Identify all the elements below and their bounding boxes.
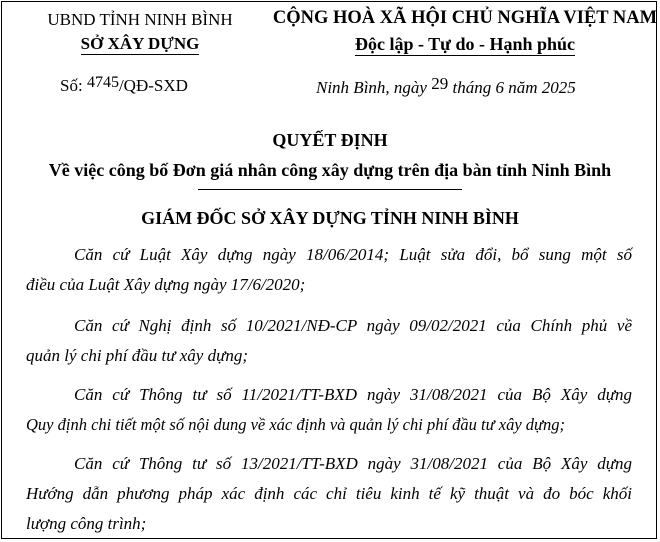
place-date-suffix: tháng 6 năm 2025: [452, 78, 576, 97]
place-date-prefix: Ninh Bình, ngày: [316, 78, 427, 97]
legal-basis-3: [26, 380, 632, 440]
document-number-label: Số:: [60, 76, 83, 95]
document-subtitle: Về việc công bố Đơn giá nhân công xây dựng trên địa bàn tỉnh Ninh Bình: [48, 160, 612, 180]
document-number: [60, 76, 188, 96]
place-date: [316, 74, 576, 98]
national-title: CỘNG HOÀ XÃ HỘI CHỦ NGHĨA VIỆT NAM: [272, 8, 658, 28]
legal-basis-line: điều của Luật Xây dựng ngày 17/6/2020;: [26, 275, 306, 294]
national-motto: [270, 34, 660, 55]
issuing-authority: [40, 34, 240, 54]
legal-basis-1: [26, 240, 632, 300]
legal-basis-line: quản lý chi phí đầu tư xây dựng;: [26, 346, 249, 365]
document-number-suffix: /QĐ-SXD: [118, 76, 188, 95]
legal-basis-line: Căn cứ Thông tư số 13/2021/TT-BXD ngày 31/08/2021 của Bộ Xây dựng: [74, 454, 632, 473]
legal-basis-4: [26, 449, 632, 539]
issuing-authority-text: SỞ XÂY DỰNG: [80, 34, 200, 53]
national-motto-text: Độc lập - Tự do - Hạnh phúc: [354, 34, 576, 54]
date-day: 29: [431, 74, 449, 93]
legal-basis-line: Hướng dẫn phương pháp xác định các chỉ tiêu kinh tế kỹ thuật và đo bóc khối: [26, 484, 632, 503]
legal-basis-line: Căn cứ Thông tư số 11/2021/TT-BXD ngày 31/08/2021 của Bộ Xây dựng: [74, 385, 632, 404]
legal-basis-line: lượng công trình;: [26, 514, 147, 533]
issuing-authority-parent: UBND TỈNH NINH BÌNH: [47, 10, 233, 29]
legal-basis-line: Căn cứ Luật Xây dựng ngày 18/06/2014; Luật sửa đổi, bổ sung một số: [74, 245, 632, 264]
document-title: QUYẾT ĐỊNH: [272, 130, 388, 150]
signing-authority-heading: GIÁM ĐỐC SỞ XÂY DỰNG TỈNH NINH BÌNH: [141, 208, 519, 228]
document-number-value: 4745: [86, 74, 119, 91]
legal-basis-2: [26, 311, 632, 371]
legal-basis-line: Căn cứ Nghị định số 10/2021/NĐ-CP ngày 09/02/2021 của Chính phủ về: [74, 316, 632, 335]
subtitle-underline: [198, 189, 462, 190]
legal-basis-line: Quy định chi tiết một số nội dung về xác định và quản lý chi phí đầu tư xây dựng;: [26, 415, 566, 434]
